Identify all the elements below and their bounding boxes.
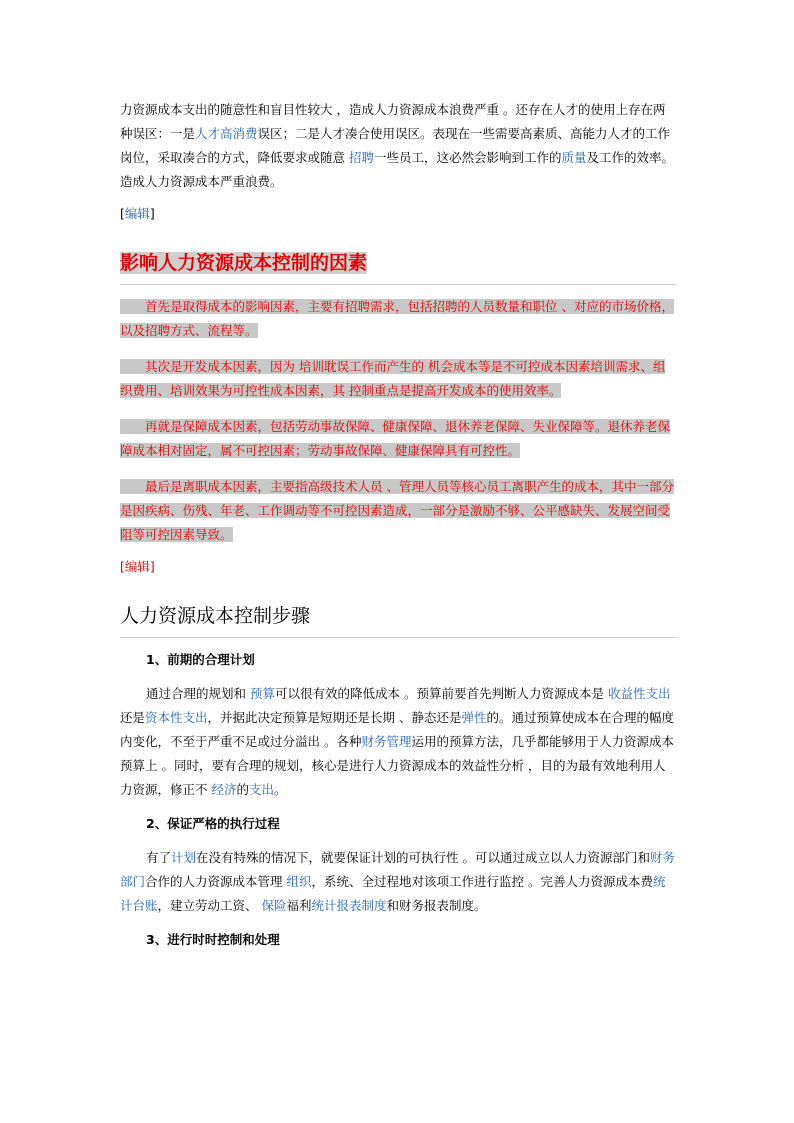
edit-bracket-open: [ bbox=[120, 206, 125, 221]
link-elasticity[interactable]: 弹性 bbox=[461, 710, 487, 725]
factor-paragraph bbox=[120, 355, 677, 403]
text: 的。通过预算使成本在合理的幅度内变化，不至于严重不足或过分溢出 。各种 bbox=[120, 710, 675, 749]
factor-paragraph bbox=[120, 415, 677, 463]
divider bbox=[120, 637, 677, 638]
edit-link-1 bbox=[120, 202, 677, 226]
step-1-title: 1、前期的合理计划 bbox=[146, 652, 255, 667]
link-economy[interactable]: 经济 bbox=[211, 782, 237, 797]
factor-text: 首先是取得成本的影响因素，主要有招聘需求，包括招聘的人员数量和职位 、对应的市场价格，以及招聘方式、流程等。 bbox=[120, 299, 674, 338]
link-expenditure[interactable]: 支出 bbox=[249, 782, 275, 797]
document-body bbox=[120, 98, 677, 962]
link-recruitment[interactable]: 招聘 bbox=[348, 150, 374, 165]
link-budget[interactable]: 预算 bbox=[249, 686, 275, 701]
text: 在没有特殊的情况下，就要保证计划的可执行性 。可以通过成立以人力资源部门和 bbox=[196, 850, 651, 865]
edit-button-1[interactable]: 编辑 bbox=[124, 206, 150, 221]
section-heading-factors-text: 影响人力资源成本控制的因素 bbox=[120, 252, 368, 274]
step-2-title: 2、保证严格的执行过程 bbox=[146, 816, 280, 831]
step-2-paragraph bbox=[120, 846, 677, 918]
intro-text-4: 及工作的效率。造成人力资源成本严重浪费。 bbox=[120, 150, 675, 189]
text: 和财务报表制度。 bbox=[386, 898, 487, 913]
text: 通过合理的规划和 bbox=[146, 686, 250, 701]
link-insurance[interactable]: 保险 bbox=[261, 898, 287, 913]
link-revenue-expenditure[interactable]: 收益性支出 bbox=[607, 686, 671, 701]
section-heading-factors bbox=[120, 248, 677, 278]
edit-bracket-close: ] bbox=[149, 206, 155, 221]
factor-paragraph bbox=[120, 295, 677, 343]
link-quality[interactable]: 质量 bbox=[561, 150, 587, 165]
section-heading-steps: 人力资源成本控制步骤 bbox=[120, 605, 311, 627]
link-organization[interactable]: 组织 bbox=[286, 874, 312, 889]
link-statistical-report-system[interactable]: 统计报表制度 bbox=[311, 898, 387, 913]
text: 。 bbox=[274, 782, 287, 797]
intro-text-2: 误区；二是人才凑合使用误区。表现在一些需要高素质、高能力人才的工作岗位，采取凑合的方式，降低要求或随意 bbox=[120, 126, 671, 165]
step-3-title: 3、进行时时控制和处理 bbox=[146, 932, 280, 947]
intro-text-1: 力资源成本支出的随意性和盲目性较大 ，造成人力资源成本浪费严重 。还存在人才的使用上存在两种误区：一是 bbox=[120, 102, 666, 141]
text: 合作的人力资源成本管理 bbox=[145, 874, 287, 889]
text: 可以很有效的降低成本 。预算前要首先判断人力资源成本是 bbox=[275, 686, 608, 701]
link-talent-overconsumption[interactable]: 人才高消费 bbox=[195, 126, 258, 141]
text: ，并据此决定预算是短期还是长期 、静态还是 bbox=[207, 710, 462, 725]
link-plan[interactable]: 计划 bbox=[171, 850, 197, 865]
text: 的 bbox=[236, 782, 250, 797]
factor-text: 再就是保障成本因素，包括劳动事故保障、健康保障、退休养老保障、失业保障等。退休养老保障成本相对固定，属不可控因素；劳动事故保障、健康保障具有可控性。 bbox=[120, 419, 671, 458]
edit-button-2[interactable]: 编辑 bbox=[124, 559, 150, 574]
text: 还是 bbox=[120, 710, 146, 725]
edit-link-2 bbox=[120, 555, 677, 579]
link-financial-management[interactable]: 财务管理 bbox=[361, 734, 412, 749]
factor-text: 其次是开发成本因素，因为 培训耽误工作而产生的 机会成本等是不可控成本因素培训需求、组织费用、培训效果为可控性成本因素，其 控制重点是提高开发成本的使用效率。 bbox=[120, 359, 666, 398]
edit-bracket-open: [ bbox=[120, 559, 125, 574]
factor-paragraph bbox=[120, 475, 677, 547]
divider bbox=[120, 284, 677, 285]
factors-list bbox=[120, 295, 677, 547]
text: ，系统、全过程地对该项工作进行监控 。完善人力资源成本费 bbox=[311, 874, 653, 889]
factor-text: 最后是离职成本因素，主要指高级技术人员 、管理人员等核心员工离职产生的成本，其中一部分是因疾病、伤残、年老、工作调动等不可控因素造成，一部分是激励不够、公平感缺失、发展空间受阻等可控因素导致。 bbox=[120, 479, 674, 542]
text: 福利 bbox=[286, 898, 312, 913]
text: 运用的预算方法，几乎都能够用于人力资源成本预算上 。同时，要有合理的规划，核心是进行人力资源成本的效益性分析 ，目的为最有效地利用人力资源，修正不 bbox=[120, 734, 675, 797]
edit-bracket-close: ] bbox=[149, 559, 155, 574]
link-capital-expenditure[interactable]: 资本性支出 bbox=[145, 710, 208, 725]
link-finance-department[interactable]: 财务部门 bbox=[120, 850, 676, 889]
intro-text-3: 一些员工，这必然会影响到工作的 bbox=[374, 150, 562, 165]
text: ，建立劳动工资、 bbox=[157, 898, 262, 913]
step-1-paragraph bbox=[120, 682, 677, 802]
text: 有了 bbox=[146, 850, 172, 865]
intro-paragraph bbox=[120, 98, 677, 194]
link-statistical-ledger[interactable]: 统计台账 bbox=[120, 874, 666, 913]
